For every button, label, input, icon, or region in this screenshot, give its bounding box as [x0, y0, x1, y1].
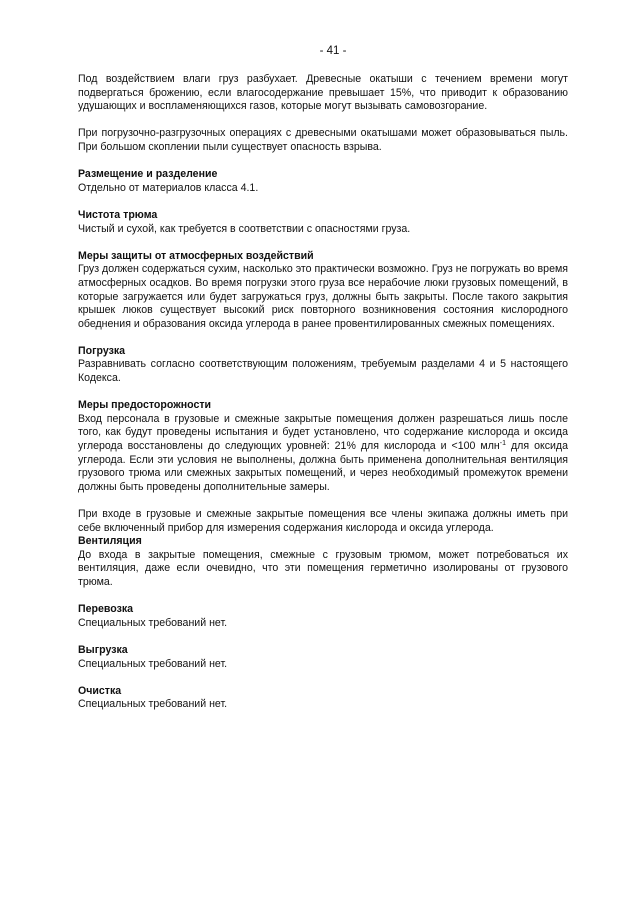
section-text: Специальных требований нет. [78, 657, 228, 670]
section-heading: Вентиляция [78, 535, 142, 548]
section-text: Разравнивать согласно соответствующим положениям, требуемым разделами 4 и 5 настоящего Кодекса. [78, 358, 568, 385]
section-heading: Очистка [78, 684, 122, 697]
precautions-text-part2: для оксида углерода. Если эти условия не выполнены, должна быть применена дополнительная вентиляция грузового трюма или смежных закрытых помещений, и через необходимый промежуток времени должны быть проведены дополнительные замеры. [78, 440, 568, 493]
section-heading: Перевозка [78, 603, 134, 616]
section-clean-up [78, 685, 568, 712]
section-loading [78, 345, 568, 386]
section-precautions [78, 399, 568, 535]
section-ventilation [78, 535, 568, 589]
section-weather-precautions [78, 250, 568, 332]
section-text: Отдельно от материалов класса 4.1. [78, 181, 259, 194]
section-heading: Выгрузка [78, 643, 128, 656]
section-heading: Погрузка [78, 344, 126, 357]
intro-paragraph-dust: При погрузочно-разгрузочных операциях с древесными окатышами может образовываться пыль. При большом скоплении пыли существует опасность взрыва. [78, 127, 568, 153]
section-heading: Чистота трюма [78, 208, 158, 221]
section-heading: Меры предосторожности [78, 399, 212, 412]
section-text-crew-entry: При входе в грузовые и смежные закрытые помещения все члены экипажа должны иметь при себе включенный прибор для измерения содержания кислорода и оксида углерода. [78, 508, 568, 534]
section-text: Груз должен содержаться сухим, насколько это практически возможно. Груз не погружать во время атмосферных осадков. Во время погрузки этого груза все нерабочие люки грузовых помещений, в которые загружается или будет загружаться груз, должны быть закрыты. После такого закрытия крышек люков существует высокий риск повторного возникновения состояния кислородного обеднения и образования оксида углерода в ранее провентилированных смежных помещениях. [78, 263, 568, 330]
section-text: Специальных требований нет. [78, 616, 228, 629]
section-text [78, 413, 568, 495]
section-hold-cleanliness [78, 209, 568, 236]
section-heading: Меры защиты от атмосферных воздействий [78, 249, 314, 262]
section-carriage [78, 603, 568, 630]
precautions-text-part1: Вход персонала в грузовые и смежные закрытые помещения должен разрешаться лишь после того, как будут проведены испытания и будет установлено, что содержание кислорода и оксида углерода восстановлены до следующих уровней: 21% для кислорода и <100 млн [78, 412, 568, 453]
unit-exponent: -1 [499, 440, 506, 448]
section-discharge [78, 644, 568, 671]
section-text: До входа в закрытые помещения, смежные с грузовым трюмом, может потребоваться их вентиляция, даже если очевидно, что эти помещения герметично изолированы от грузового трюма. [78, 548, 568, 588]
section-text: Чистый и сухой, как требуется в соответствии с опасностями груза. [78, 222, 411, 235]
section-segregation [78, 168, 568, 195]
section-heading: Размещение и разделение [78, 168, 218, 181]
section-text: Специальных требований нет. [78, 698, 228, 711]
page-number: - 41 - [319, 45, 347, 57]
intro-paragraph-swelling: Под воздействием влаги груз разбухает. Древесные окатыши с течением времени могут подвергаться брожению, если влагосодержание превышает 15%, что приводит к образованию удушающих и воспламеняющихся газов, которые могут вызывать самовозгорание. [78, 73, 568, 113]
